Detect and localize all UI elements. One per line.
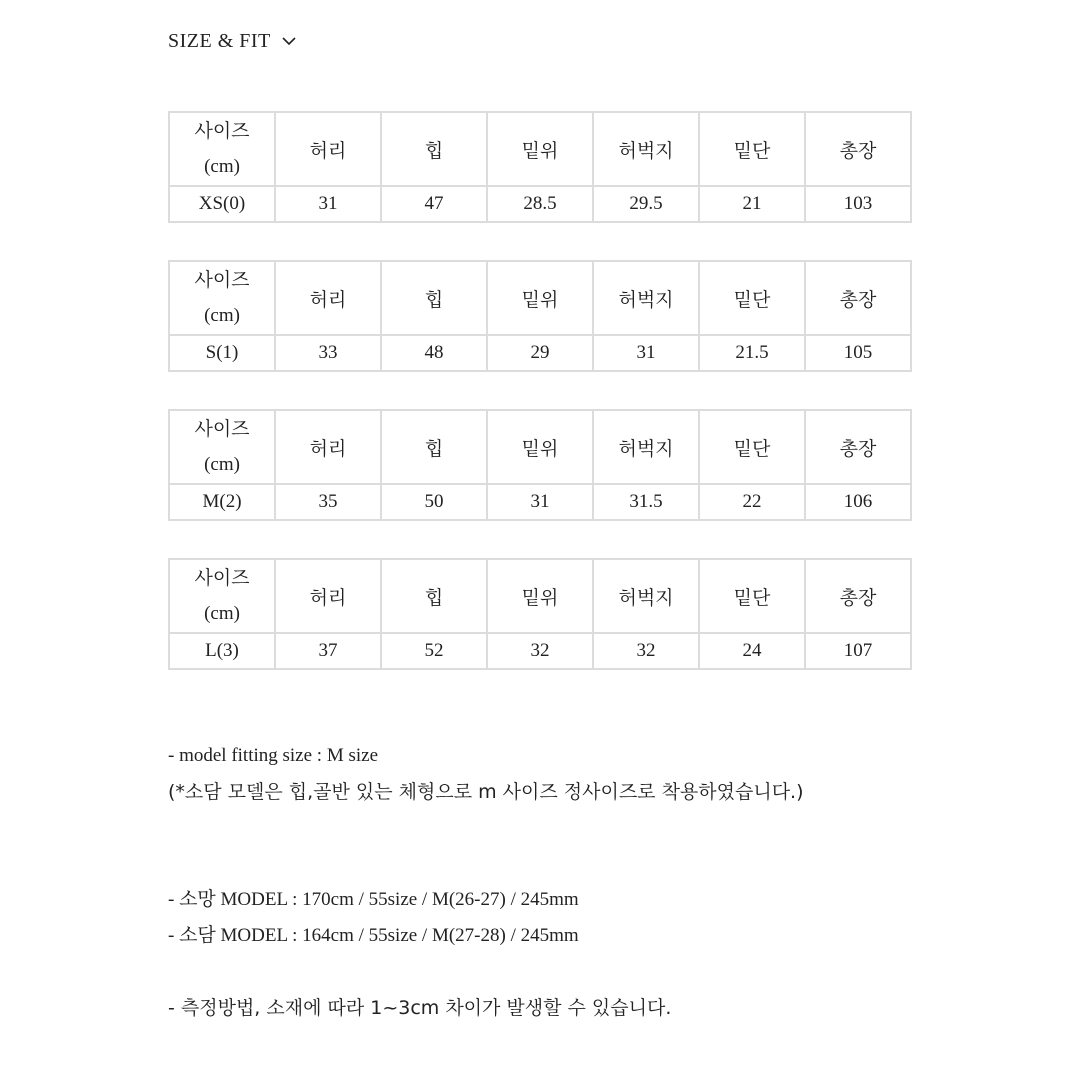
value-thigh: 32 (593, 633, 699, 669)
header-thigh: 허벅지 (593, 559, 699, 633)
header-hem: 밑단 (699, 559, 805, 633)
header-rise: 밑위 (487, 410, 593, 484)
measurement-note: - 측정방법, 소재에 따라 1~3cm 차이가 발생할 수 있습니다. (168, 997, 672, 1019)
value-rise: 29 (487, 335, 593, 371)
value-waist: 33 (275, 335, 381, 371)
size-label: 사이즈 (194, 418, 250, 440)
size-label: 사이즈 (194, 567, 250, 589)
size-unit: (cm) (204, 156, 240, 177)
fit-notes (168, 738, 1028, 1026)
value-hem: 21.5 (699, 335, 805, 371)
header-rise: 밑위 (487, 559, 593, 633)
header-thigh: 허벅지 (593, 112, 699, 186)
size-unit: (cm) (204, 603, 240, 624)
size-table-xs (168, 111, 912, 223)
header-waist: 허리 (275, 261, 381, 335)
size-name: S(1) (169, 335, 275, 371)
header-hip: 힙 (381, 261, 487, 335)
header-hem: 밑단 (699, 112, 805, 186)
table-header-row (169, 559, 911, 633)
value-hip: 47 (381, 186, 487, 222)
table-row (169, 186, 911, 222)
header-waist: 허리 (275, 559, 381, 633)
value-thigh: 31 (593, 335, 699, 371)
size-tables (168, 111, 912, 707)
value-hem: 24 (699, 633, 805, 669)
header-hip: 힙 (381, 410, 487, 484)
size-label: 사이즈 (194, 269, 250, 291)
size-name: XS(0) (169, 186, 275, 222)
table-header-row (169, 261, 911, 335)
size-unit: (cm) (204, 305, 240, 326)
value-rise: 28.5 (487, 186, 593, 222)
model-info-sodam: - 소담 MODEL : 164cm / 55size / M(27-28) / 245mm (168, 925, 579, 946)
value-length: 106 (805, 484, 911, 520)
size-header-cell (169, 112, 275, 186)
size-table-m (168, 409, 912, 521)
value-waist: 31 (275, 186, 381, 222)
header-thigh: 허벅지 (593, 261, 699, 335)
size-table-l (168, 558, 912, 670)
value-hip: 50 (381, 484, 487, 520)
header-hip: 힙 (381, 559, 487, 633)
header-length: 총장 (805, 112, 911, 186)
size-table-s (168, 260, 912, 372)
header-hem: 밑단 (699, 410, 805, 484)
table-header-row (169, 112, 911, 186)
value-length: 105 (805, 335, 911, 371)
table-row (169, 335, 911, 371)
table-row (169, 484, 911, 520)
fitting-detail-note: (*소담 모델은 힙,골반 있는 체형으로 m 사이즈 정사이즈로 착용하였습니다.) (168, 781, 804, 803)
value-length: 103 (805, 186, 911, 222)
value-hem: 22 (699, 484, 805, 520)
value-hip: 48 (381, 335, 487, 371)
header-hip: 힙 (381, 112, 487, 186)
table-row (169, 633, 911, 669)
value-hem: 21 (699, 186, 805, 222)
value-thigh: 31.5 (593, 484, 699, 520)
header-rise: 밑위 (487, 112, 593, 186)
table-header-row (169, 410, 911, 484)
value-hip: 52 (381, 633, 487, 669)
size-header-cell (169, 410, 275, 484)
header-waist: 허리 (275, 112, 381, 186)
value-thigh: 29.5 (593, 186, 699, 222)
header-thigh: 허벅지 (593, 410, 699, 484)
chevron-down-icon (281, 33, 297, 49)
value-rise: 32 (487, 633, 593, 669)
header-length: 총장 (805, 410, 911, 484)
header-hem: 밑단 (699, 261, 805, 335)
size-header-cell (169, 559, 275, 633)
fitting-size-note: - model fitting size : M size (168, 745, 379, 766)
value-length: 107 (805, 633, 911, 669)
section-title: SIZE & FIT (168, 29, 271, 52)
size-fit-toggle[interactable] (168, 26, 297, 56)
header-waist: 허리 (275, 410, 381, 484)
header-rise: 밑위 (487, 261, 593, 335)
value-rise: 31 (487, 484, 593, 520)
size-header-cell (169, 261, 275, 335)
size-unit: (cm) (204, 454, 240, 475)
value-waist: 35 (275, 484, 381, 520)
model-info-somang: - 소망 MODEL : 170cm / 55size / M(26-27) / 245mm (168, 889, 579, 910)
header-length: 총장 (805, 261, 911, 335)
size-label: 사이즈 (194, 120, 250, 142)
value-waist: 37 (275, 633, 381, 669)
size-name: M(2) (169, 484, 275, 520)
header-length: 총장 (805, 559, 911, 633)
size-name: L(3) (169, 633, 275, 669)
